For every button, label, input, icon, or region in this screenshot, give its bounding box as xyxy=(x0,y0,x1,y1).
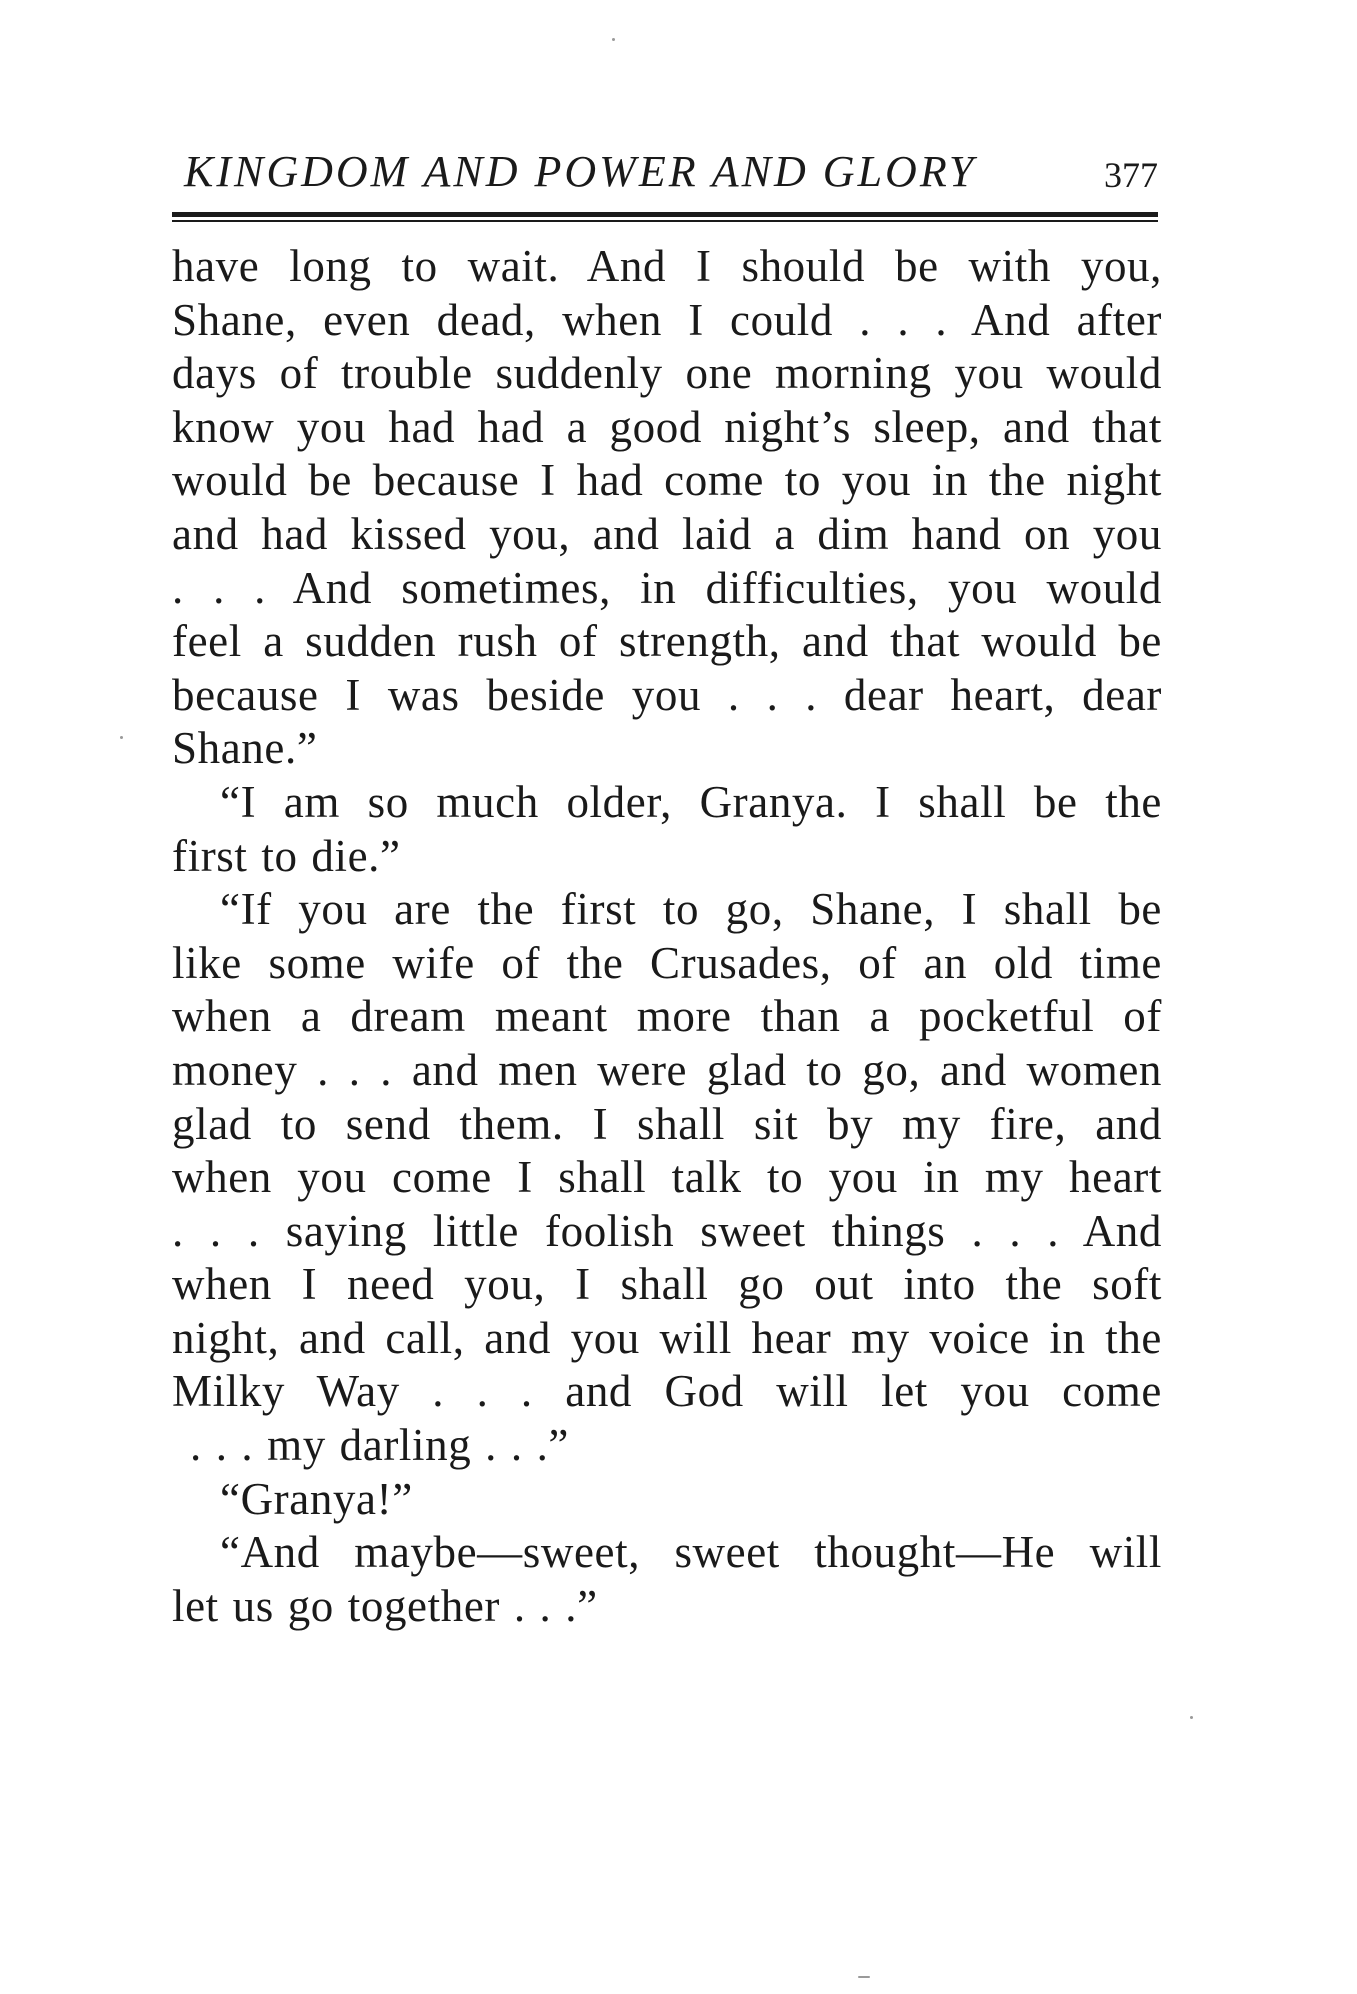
text-line: . . . saying little foolish sweet things . . . And xyxy=(172,1205,1162,1256)
text-line: when a dream meant more than a pocketful of xyxy=(172,991,1162,1042)
text-line: Shane.” xyxy=(172,723,318,774)
text-line: and had kissed you, and laid a dim hand on you xyxy=(172,508,1162,559)
header-rule-thick xyxy=(172,212,1158,217)
text-line: . . . And sometimes, in difficulties, you would xyxy=(172,562,1162,613)
text-line: . . . my darling . . .” xyxy=(190,1420,569,1471)
text-line: have long to wait. And I should be with you, xyxy=(172,241,1162,291)
text-line: “If you are the first to go, Shane, I shall be xyxy=(220,884,1162,935)
text-line: “I am so much older, Granya. I shall be the xyxy=(220,776,1162,827)
text-line: know you had had a good night’s sleep, and that xyxy=(172,401,1162,452)
text-line: “Granya!” xyxy=(220,1473,413,1524)
scan-speck xyxy=(858,1976,870,1978)
text-line: when I need you, I shall go out into the soft xyxy=(172,1259,1162,1310)
scan-speck xyxy=(120,736,123,739)
header-rule-thin xyxy=(172,220,1158,222)
page-number: 377 xyxy=(1104,155,1158,195)
page-header xyxy=(172,142,1158,202)
text-line: “And maybe—sweet, sweet thought—He will xyxy=(220,1527,1162,1578)
text-line: because I was beside you . . . dear heart, dear xyxy=(172,669,1162,720)
text-line: feel a sudden rush of strength, and that would be xyxy=(172,616,1162,667)
text-line: Milky Way . . . and God will let you come xyxy=(172,1366,1162,1417)
body-text xyxy=(172,240,1162,1633)
text-line: days of trouble suddenly one morning you would xyxy=(172,348,1162,399)
scan-speck xyxy=(1190,1716,1193,1719)
running-title: KINGDOM AND POWER AND GLORY xyxy=(184,147,977,196)
text-line: would be because I had come to you in the night xyxy=(172,455,1162,506)
text-line: when you come I shall talk to you in my heart xyxy=(172,1152,1162,1203)
text-line: glad to send them. I shall sit by my fire, and xyxy=(172,1098,1162,1149)
text-line: night, and call, and you will hear my voice in the xyxy=(172,1312,1162,1363)
text-line: Shane, even dead, when I could . . . And after xyxy=(172,294,1162,345)
scan-speck xyxy=(612,38,615,41)
text-line: like some wife of the Crusades, of an old time xyxy=(172,937,1162,988)
text-line: money . . . and men were glad to go, and women xyxy=(172,1044,1162,1095)
text-line: first to die.” xyxy=(172,830,401,881)
text-line: let us go together . . .” xyxy=(172,1580,598,1631)
